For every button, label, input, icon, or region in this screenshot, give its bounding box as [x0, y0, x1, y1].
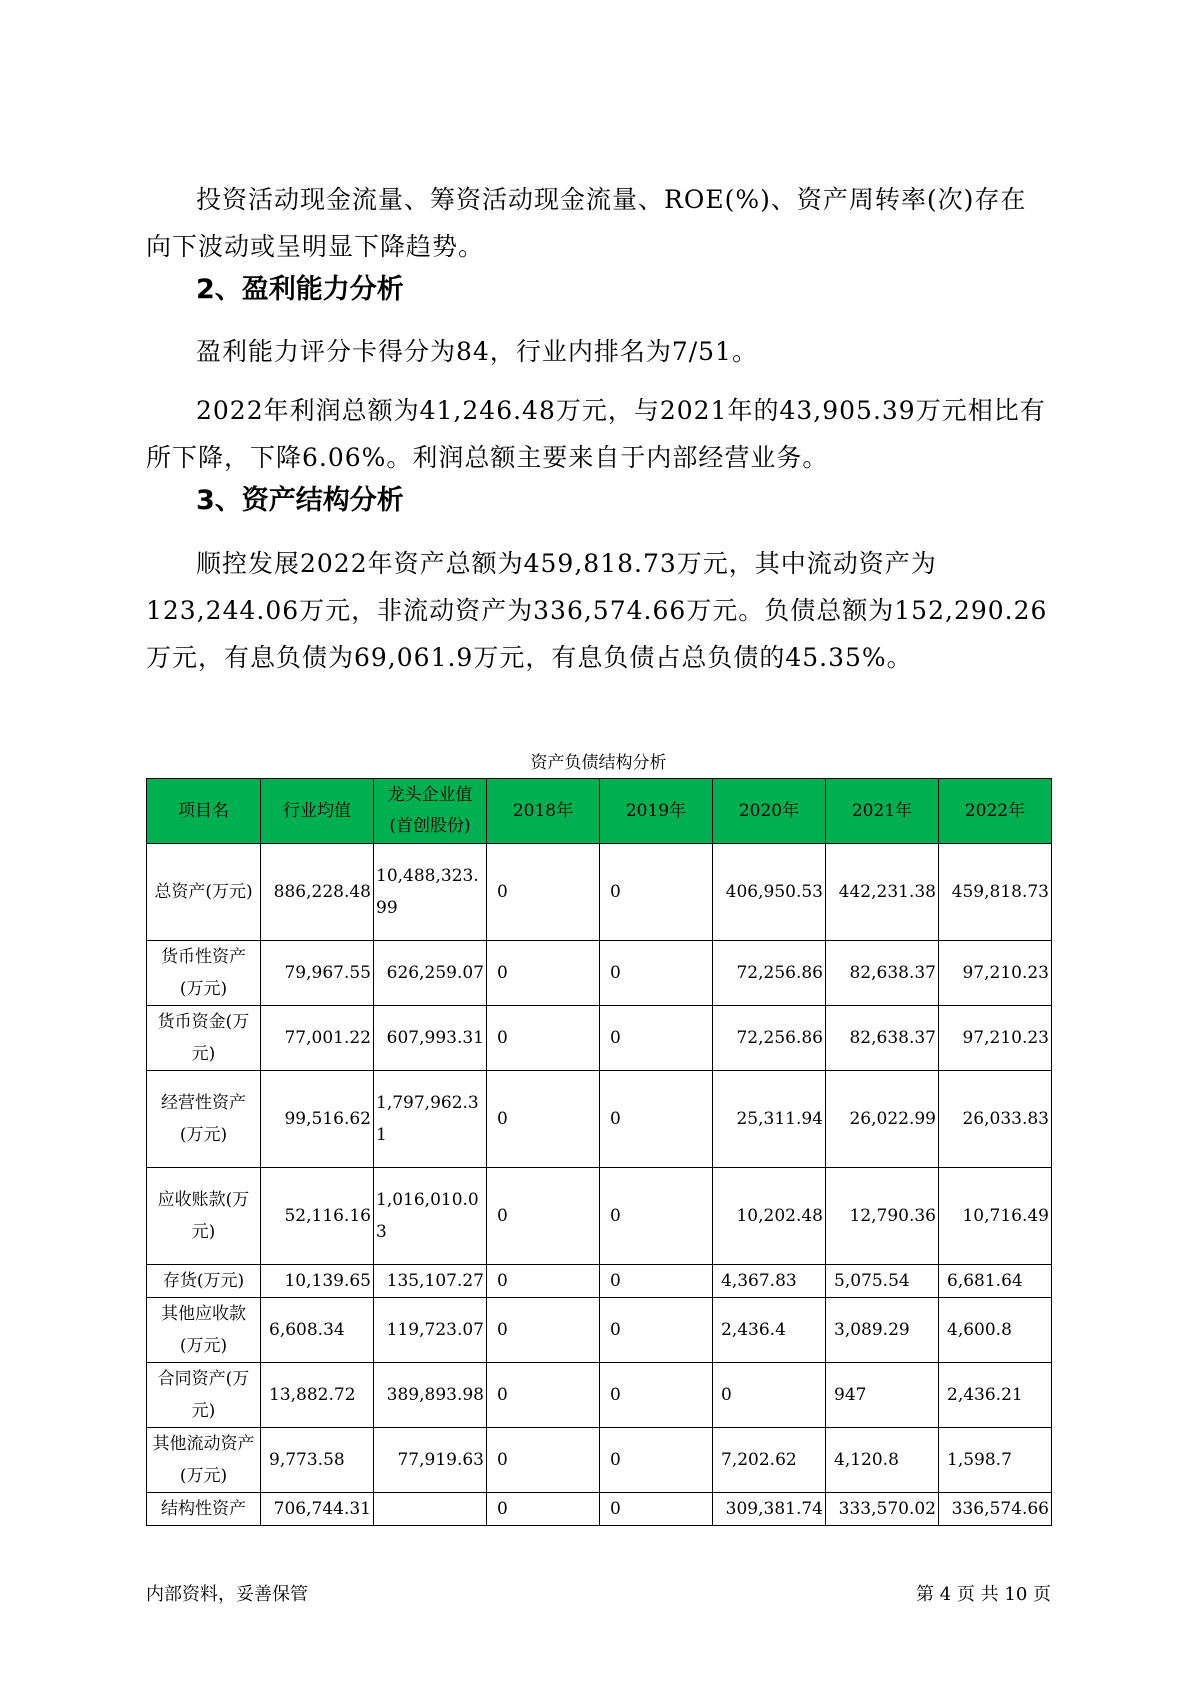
value-2020-cell: 0 [713, 1363, 826, 1428]
value-2022-cell: 6,681.64 [939, 1265, 1052, 1298]
footer-confidential-note: 内部资料，妥善保管 [146, 1584, 308, 1605]
paragraph-trend: 投资活动现金流量、筹资活动现金流量、ROE(%)、资产周转率(次)存在向下波动或呈明显下降趋势。 [146, 185, 1027, 261]
table-row [147, 1298, 1052, 1363]
value-2018-cell: 0 [487, 1168, 600, 1265]
industry-avg-cell: 9,773.58 [261, 1428, 374, 1493]
leader-value-cell [374, 1493, 487, 1526]
row-label: 其他流动资产(万元) [147, 1428, 261, 1493]
industry-avg-cell: 10,139.65 [261, 1265, 374, 1298]
value-2020-cell: 2,436.4 [713, 1298, 826, 1363]
value-2018-cell: 0 [487, 1298, 600, 1363]
header-2019: 2019年 [600, 779, 713, 844]
value-2018-cell: 0 [487, 1428, 600, 1493]
value-2020-cell: 406,950.53 [713, 844, 826, 941]
value-2022-cell: 336,574.66 [939, 1493, 1052, 1526]
balance-structure-table [146, 778, 1052, 1526]
value-2020-cell: 72,256.86 [713, 941, 826, 1006]
leader-value-cell: 77,919.63 [374, 1428, 487, 1493]
value-2019-cell: 0 [600, 941, 713, 1006]
industry-avg-cell: 6,608.34 [261, 1298, 374, 1363]
row-label: 经营性资产(万元) [147, 1071, 261, 1168]
row-label: 货币资金(万元) [147, 1006, 261, 1071]
table-caption: 资产负债结构分析 [530, 753, 667, 773]
industry-avg-cell: 77,001.22 [261, 1006, 374, 1071]
value-2020-cell: 72,256.86 [713, 1006, 826, 1071]
value-2018-cell: 0 [487, 1363, 600, 1428]
heading-profitability: 2、盈利能力分析 [196, 274, 404, 305]
value-2020-cell: 7,202.62 [713, 1428, 826, 1493]
industry-avg-cell: 886,228.48 [261, 844, 374, 941]
value-2022-cell: 4,600.8 [939, 1298, 1052, 1363]
table-row [147, 1363, 1052, 1428]
table-row [147, 1493, 1052, 1526]
value-2018-cell: 0 [487, 1265, 600, 1298]
leader-value-cell: 10,488,323.99 [374, 844, 487, 941]
table-row [147, 844, 1052, 941]
leader-value-cell: 1,016,010.03 [374, 1168, 487, 1265]
value-2018-cell: 0 [487, 1493, 600, 1526]
value-2021-cell: 12,790.36 [826, 1168, 939, 1265]
row-label: 合同资产(万元) [147, 1363, 261, 1428]
industry-avg-cell: 706,744.31 [261, 1493, 374, 1526]
table-row [147, 1071, 1052, 1168]
value-2022-cell: 459,818.73 [939, 844, 1052, 941]
value-2019-cell: 0 [600, 1071, 713, 1168]
value-2019-cell: 0 [600, 1168, 713, 1265]
value-2020-cell: 10,202.48 [713, 1168, 826, 1265]
header-item-name: 项目名 [147, 779, 261, 844]
industry-avg-cell: 13,882.72 [261, 1363, 374, 1428]
row-label: 结构性资产 [147, 1493, 261, 1526]
value-2022-cell: 10,716.49 [939, 1168, 1052, 1265]
value-2021-cell: 4,120.8 [826, 1428, 939, 1493]
table-header-row [147, 779, 1052, 844]
paragraph-profit-score: 盈利能力评分卡得分为84，行业内排名为7/51。 [196, 337, 758, 366]
industry-avg-cell: 99,516.62 [261, 1071, 374, 1168]
table-row [147, 941, 1052, 1006]
value-2019-cell: 0 [600, 1493, 713, 1526]
value-2021-cell: 26,022.99 [826, 1071, 939, 1168]
value-2021-cell: 82,638.37 [826, 941, 939, 1006]
value-2021-cell: 5,075.54 [826, 1265, 939, 1298]
leader-value-cell: 626,259.07 [374, 941, 487, 1006]
value-2019-cell: 0 [600, 1265, 713, 1298]
value-2021-cell: 947 [826, 1363, 939, 1428]
leader-value-cell: 119,723.07 [374, 1298, 487, 1363]
row-label: 应收账款(万元) [147, 1168, 261, 1265]
value-2019-cell: 0 [600, 1363, 713, 1428]
value-2020-cell: 25,311.94 [713, 1071, 826, 1168]
value-2019-cell: 0 [600, 1428, 713, 1493]
value-2020-cell: 309,381.74 [713, 1493, 826, 1526]
value-2021-cell: 442,231.38 [826, 844, 939, 941]
value-2022-cell: 97,210.23 [939, 1006, 1052, 1071]
row-label: 货币性资产(万元) [147, 941, 261, 1006]
value-2021-cell: 82,638.37 [826, 1006, 939, 1071]
value-2018-cell: 0 [487, 1006, 600, 1071]
value-2022-cell: 1,598.7 [939, 1428, 1052, 1493]
value-2019-cell: 0 [600, 1298, 713, 1363]
row-label: 其他应收款(万元) [147, 1298, 261, 1363]
header-leader-value: 龙头企业值(首创股份) [374, 779, 487, 844]
industry-avg-cell: 79,967.55 [261, 941, 374, 1006]
value-2021-cell: 333,570.02 [826, 1493, 939, 1526]
header-2021: 2021年 [826, 779, 939, 844]
header-industry-avg: 行业均值 [261, 779, 374, 844]
industry-avg-cell: 52,116.16 [261, 1168, 374, 1265]
paragraph-total-profit: 2022年利润总额为41,246.48万元，与2021年的43,905.39万元相比有所下降，下降6.06%。利润总额主要来自于内部经营业务。 [146, 396, 1046, 472]
header-2018: 2018年 [487, 779, 600, 844]
value-2021-cell: 3,089.29 [826, 1298, 939, 1363]
value-2018-cell: 0 [487, 1071, 600, 1168]
value-2020-cell: 4,367.83 [713, 1265, 826, 1298]
value-2019-cell: 0 [600, 844, 713, 941]
row-label: 存货(万元) [147, 1265, 261, 1298]
value-2018-cell: 0 [487, 941, 600, 1006]
value-2018-cell: 0 [487, 844, 600, 941]
header-2020: 2020年 [713, 779, 826, 844]
header-2022: 2022年 [939, 779, 1052, 844]
leader-value-cell: 135,107.27 [374, 1265, 487, 1298]
value-2022-cell: 97,210.23 [939, 941, 1052, 1006]
paragraph-asset-summary: 顺控发展2022年资产总额为459,818.73万元，其中流动资产为123,244.06万元，非流动资产为336,574.66万元。负债总额为152,290.26万元，有息负债为69,061.9万元，有息负债占总负债的45.35%。 [146, 549, 1048, 672]
leader-value-cell: 389,893.98 [374, 1363, 487, 1428]
heading-asset-structure: 3、资产结构分析 [196, 485, 404, 516]
value-2019-cell: 0 [600, 1006, 713, 1071]
leader-value-cell: 1,797,962.31 [374, 1071, 487, 1168]
row-label: 总资产(万元) [147, 844, 261, 941]
table-row [147, 1428, 1052, 1493]
table-row [147, 1006, 1052, 1071]
table-row [147, 1168, 1052, 1265]
value-2022-cell: 2,436.21 [939, 1363, 1052, 1428]
leader-value-cell: 607,993.31 [374, 1006, 487, 1071]
table-row [147, 1265, 1052, 1298]
footer-page-number: 第 4 页 共 10 页 [916, 1584, 1051, 1605]
value-2022-cell: 26,033.83 [939, 1071, 1052, 1168]
